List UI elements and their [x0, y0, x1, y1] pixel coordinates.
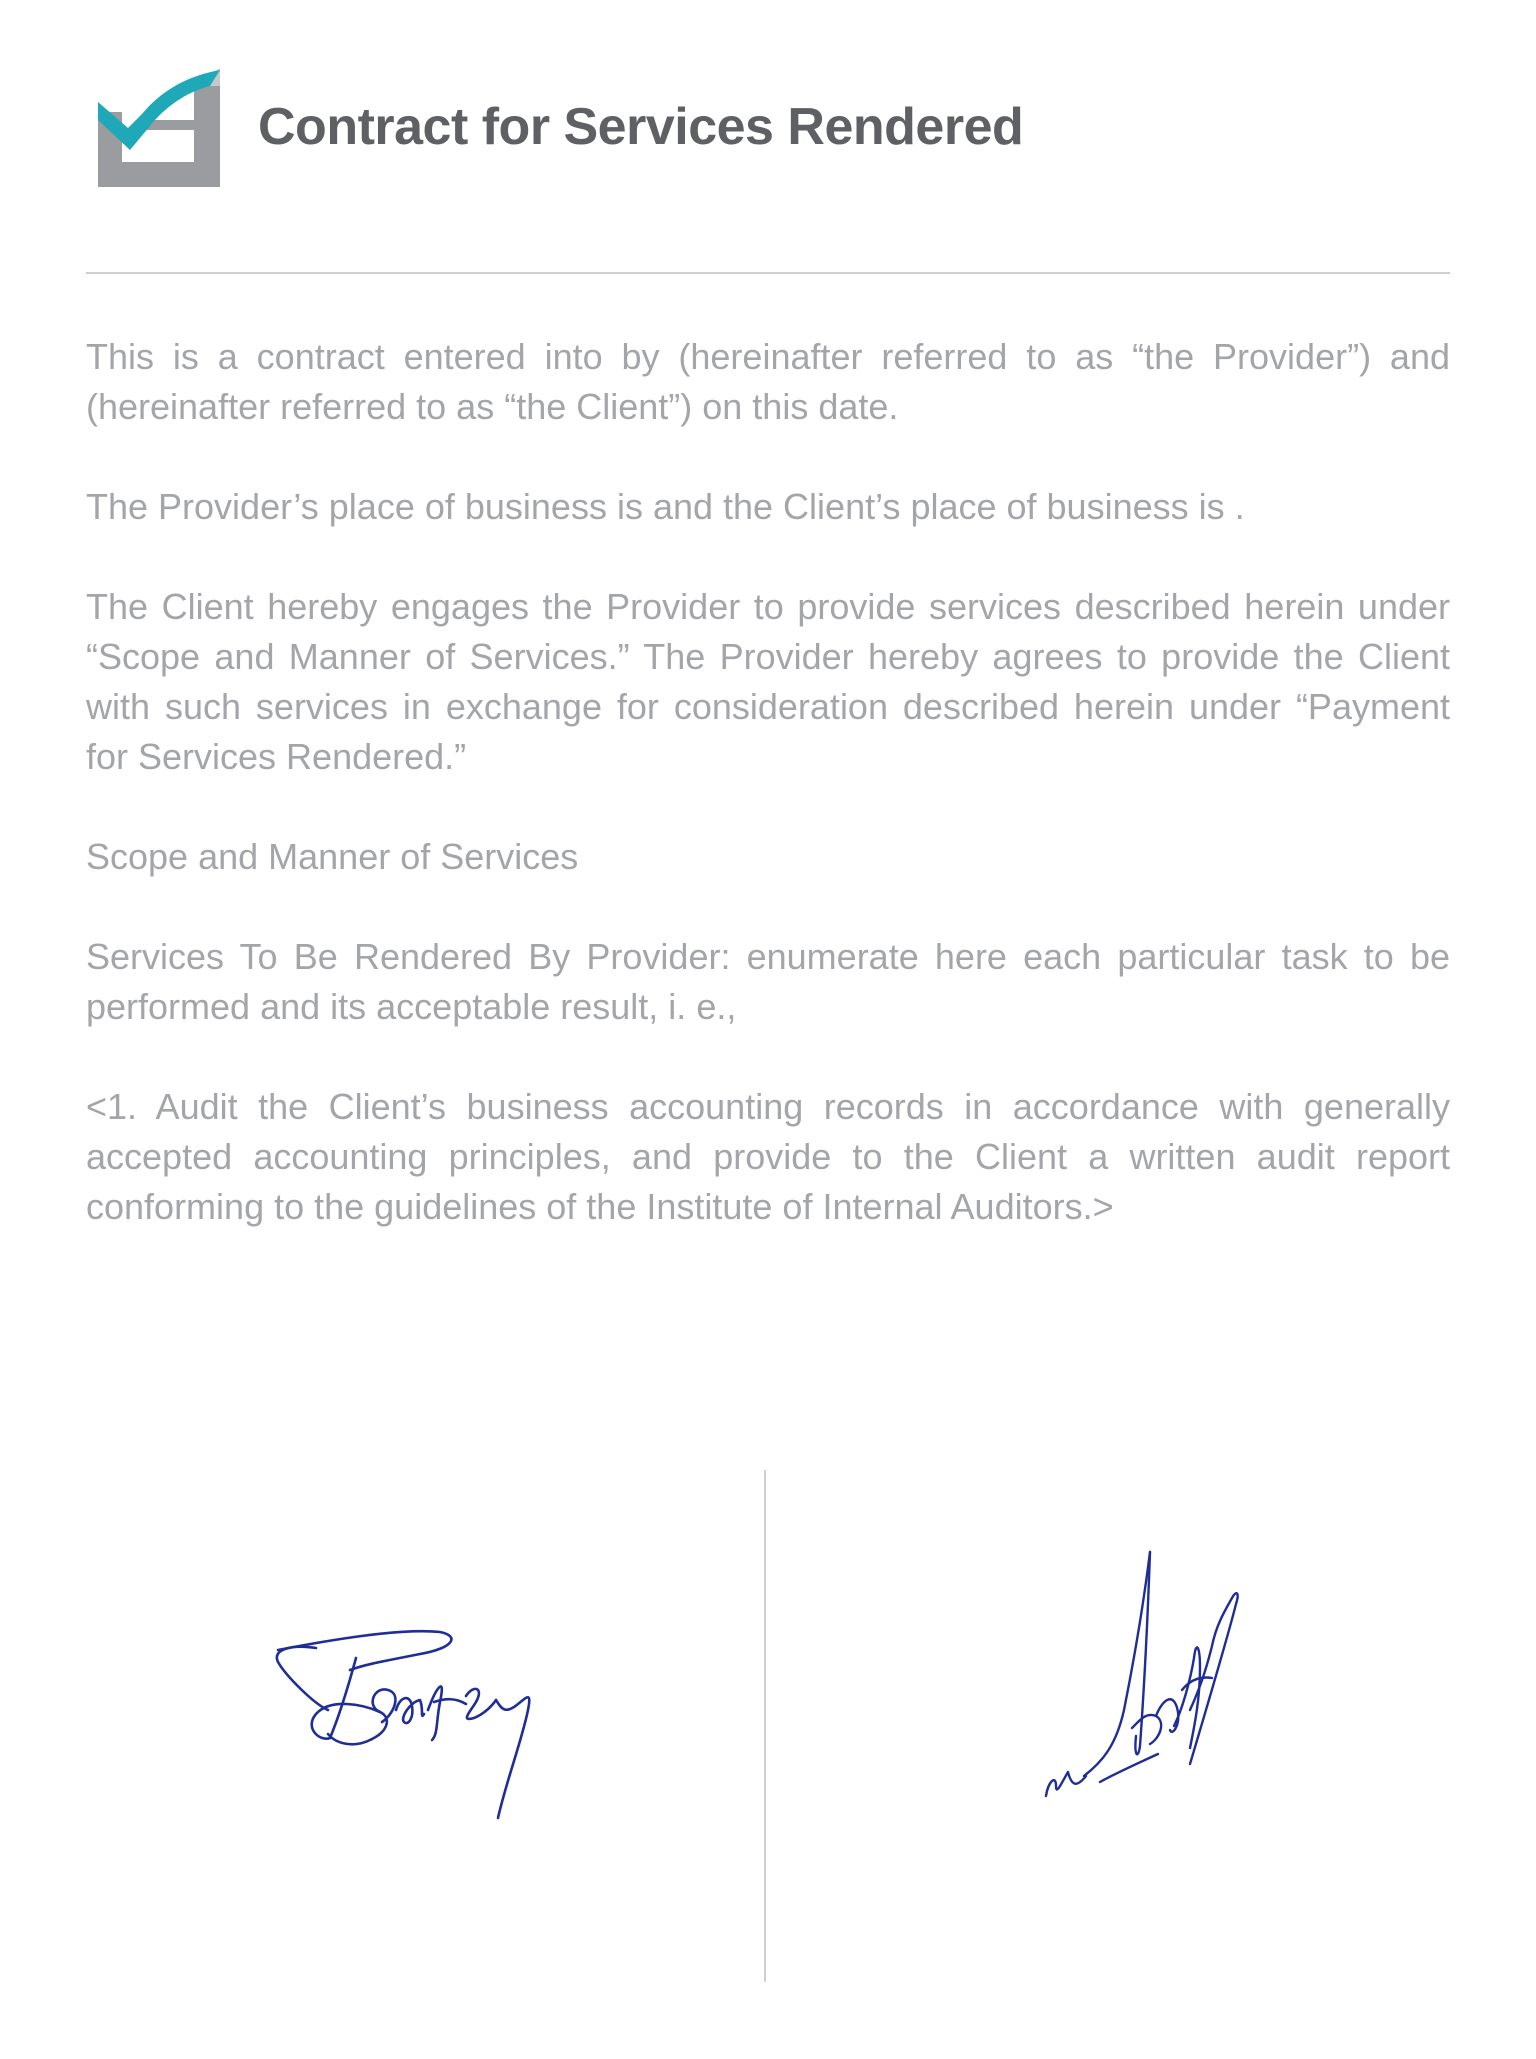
engagement-paragraph: The Client hereby engages the Provider to provide services described herein under “Scope and Manner of Services.” The Provider hereby agrees to provide the Client with such services in exchange for consideration described herein under “Payment for Services Rendered.”: [86, 586, 1450, 777]
document-header: [94, 66, 1023, 188]
audit-task-paragraph: <1. Audit the Client’s business accounting records in accordance with generally accepted accounting principles, and provide to the Client a written audit report conforming to the guidelines of the Institute of Internal Auditors.>: [86, 1086, 1450, 1227]
header-divider: [86, 272, 1450, 274]
scope-heading: Scope and Manner of Services: [86, 836, 579, 877]
contract-body: [86, 332, 1450, 1282]
signature-divider: [764, 1470, 766, 1982]
provider-signature: [270, 1610, 590, 1830]
place-of-business-paragraph: The Provider’s place of business is and the Client’s place of business is .: [86, 486, 1245, 527]
document-title: Contract for Services Rendered: [258, 98, 1024, 156]
client-signature: [1040, 1550, 1290, 1820]
services-paragraph: Services To Be Rendered By Provider: enumerate here each particular task to be performed and its acceptable result, i. e.,: [86, 936, 1450, 1027]
intro-paragraph: This is a contract entered into by (hereinafter referred to as “the Provider”) and (hereinafter referred to as “the Client”) on this date.: [86, 336, 1450, 427]
checkbox-document-logo-icon: [94, 66, 222, 188]
